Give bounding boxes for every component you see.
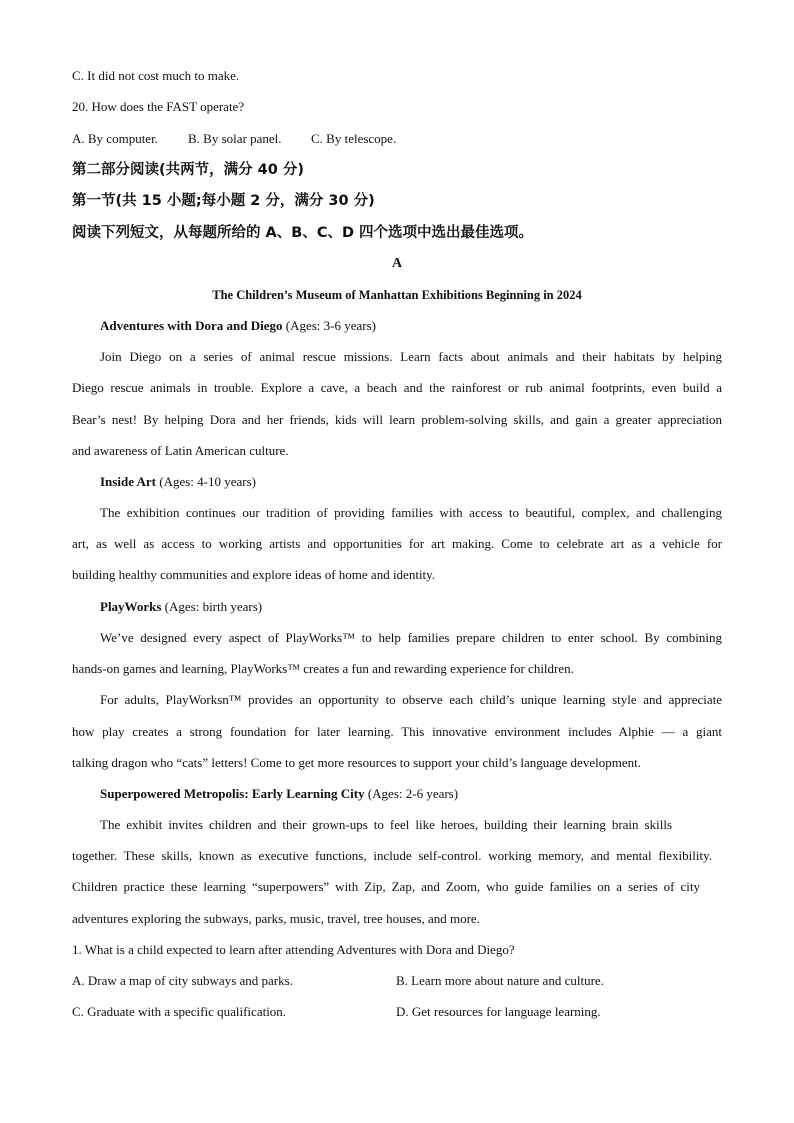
- exhibit-name: PlayWorks: [100, 599, 162, 614]
- q1-option-b: B. Learn more about nature and culture.: [396, 973, 604, 988]
- subsection-title: 第一节(共 15 小题;每小题 2 分，满分 30 分): [72, 193, 375, 209]
- paragraph-line: hands-on games and learning, PlayWorks™ creates a fun and rewarding experience for children.: [72, 661, 574, 676]
- q1-option-c: C. Graduate with a specific qualification.: [72, 1004, 287, 1019]
- paragraph-line: and awareness of Latin American culture.: [72, 443, 289, 458]
- exhibit-ages: (Ages: 2-6 years): [364, 786, 459, 801]
- part-title: 第二部分阅读(共两节，满分 40 分): [72, 162, 305, 178]
- passage-title: The Children’s Museum of Manhattan Exhibitions Beginning in 2024: [212, 288, 582, 302]
- paragraph-line: The exhibit invites children and their grown-ups to feel like heroes, building their learning brain skills: [100, 817, 672, 832]
- paragraph-line: together. These skills, known as executive functions, include self-control. working memory, and mental flexibility.: [72, 848, 712, 863]
- paragraph-line: building healthy communities and explore ideas of home and identity.: [72, 567, 436, 582]
- q20-option-b: B. By solar panel.: [188, 131, 282, 146]
- q20-stem: 20. How does the FAST operate?: [72, 99, 245, 114]
- q19-option-c: C. It did not cost much to make.: [72, 68, 240, 83]
- exhibit-name: Adventures with Dora and Diego: [100, 318, 283, 333]
- paragraph-line: The exhibition continues our tradition of providing families with access to beautiful, complex, and challenging: [100, 505, 722, 520]
- paragraph-line: Children practice these learning “superpowers” with Zip, Zap, and Zoom, who guide families on a series of city: [72, 879, 700, 894]
- q1-option-d: D. Get resources for language learning.: [396, 1004, 601, 1019]
- exhibit-heading: [100, 474, 722, 490]
- instruction: 阅读下列短文，从每题所给的 A、B、C、D 四个选项中选出最佳选项。: [72, 225, 534, 241]
- exhibit-name: Superpowered Metropolis: Early Learning City: [100, 786, 365, 801]
- paragraph-line: Join Diego on a series of animal rescue missions. Learn facts about animals and their habitats by helping: [100, 349, 722, 364]
- q1-stem: 1. What is a child expected to learn after attending Adventures with Dora and Diego?: [72, 942, 515, 957]
- paragraph-line: talking dragon who “cats” letters! Come to get more resources to support your child’s language development.: [72, 755, 641, 770]
- exhibit-ages: (Ages: 3-6 years): [282, 318, 376, 333]
- q1-option-a: A. Draw a map of city subways and parks.: [72, 973, 293, 988]
- paragraph-line: We’ve designed every aspect of PlayWorks™ to help families prepare children to enter school. By combining: [100, 630, 722, 645]
- exhibit-heading: [100, 318, 722, 334]
- paragraph-line: Diego rescue animals in trouble. Explore a cave, a beach and the rainforest or rub animal footprints, even build a: [72, 380, 722, 395]
- exhibit-ages: (Ages: birth years): [161, 599, 263, 614]
- paragraph-line: art, as well as access to working artists and opportunities for art making. Come to celebrate art as a vehicle for: [72, 536, 722, 551]
- passage-label: A: [391, 256, 403, 271]
- exhibit-ages: (Ages: 4-10 years): [155, 474, 256, 489]
- q20-option-a: A. By computer.: [72, 131, 158, 146]
- exhibit-name: Inside Art: [100, 474, 156, 489]
- paragraph-line: how play creates a strong foundation for later learning. This innovative environment includes Alphie — a giant: [72, 724, 722, 739]
- q20-option-c: C. By telescope.: [311, 131, 397, 146]
- paragraph-line: For adults, PlayWorksn™ provides an opportunity to observe each child’s unique learning style and appreciate: [100, 692, 722, 707]
- exhibit-heading: [100, 599, 722, 615]
- paragraph-line: Bear’s nest! By helping Dora and her friends, kids will learn problem-solving skills, and gain a greater appreciation: [72, 412, 722, 427]
- exhibit-heading: [100, 786, 722, 802]
- paragraph-line: adventures exploring the subways, parks, music, travel, tree houses, and more.: [72, 911, 480, 926]
